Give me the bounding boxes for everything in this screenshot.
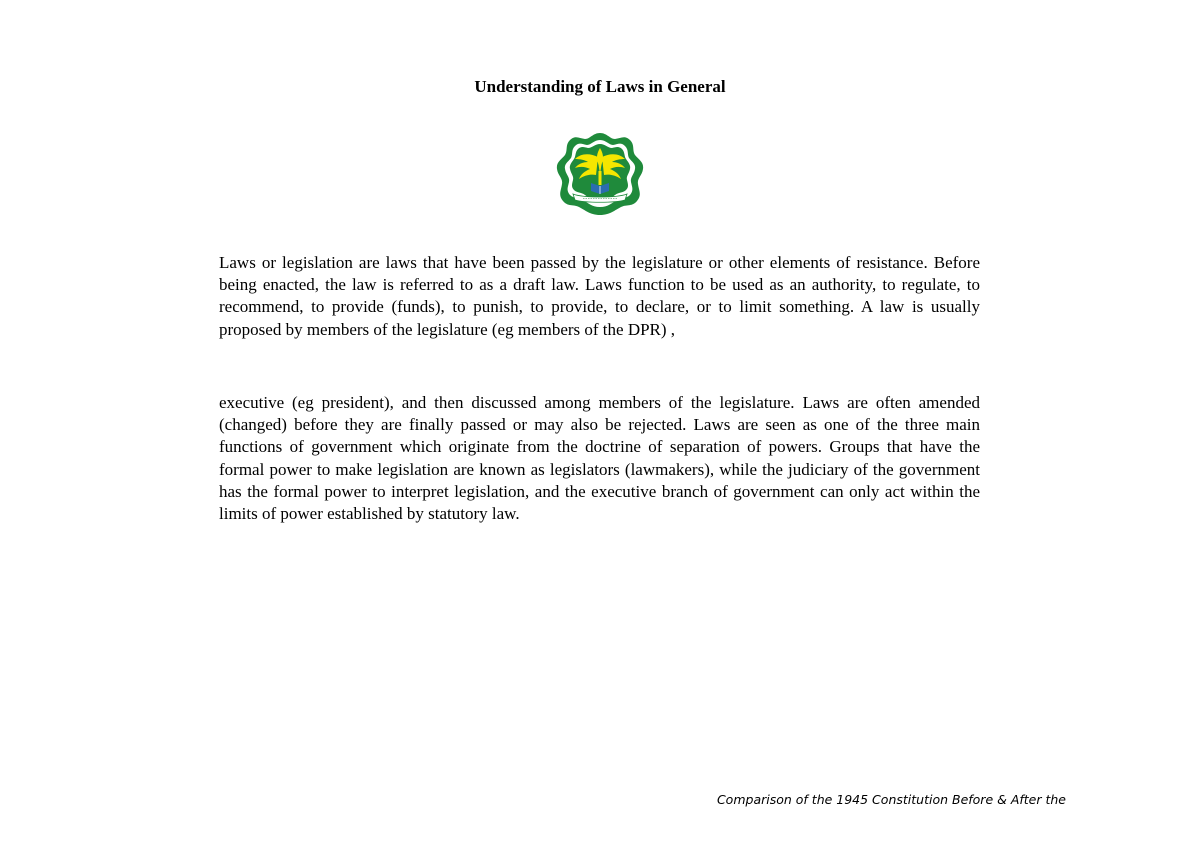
body-paragraph: Laws or legislation are laws that have been passed by the legislature or other elements of resistance. Before being enacted, the law is referred to as a draft law. Laws function to be used as an authority, to regulate, to recommend, to provide (funds), to punish, to provide, to declare, or to limit something. A law is usually proposed by members of the legislature (eg members of the DPR) , bbox=[219, 253, 980, 339]
body-paragraph: executive (eg president), and then discussed among members of the legislature. Laws are often amended (changed) before they are finally passed or may also be rejected. Laws are seen as one of the three main functions of government which originate from the doctrine of separation of powers. Groups that have the formal power to make legislation are known as legislators (lawmakers), while the judiciary of the government has the formal power to interpret legislation, and the executive branch of government can only act within the limits of power established by statutory law. bbox=[219, 393, 980, 524]
university-emblem-icon bbox=[555, 131, 645, 217]
page-footer: Comparison of the 1945 Constitution Before & After the bbox=[716, 792, 1066, 807]
page-title: Understanding of Laws in General bbox=[474, 77, 726, 96]
